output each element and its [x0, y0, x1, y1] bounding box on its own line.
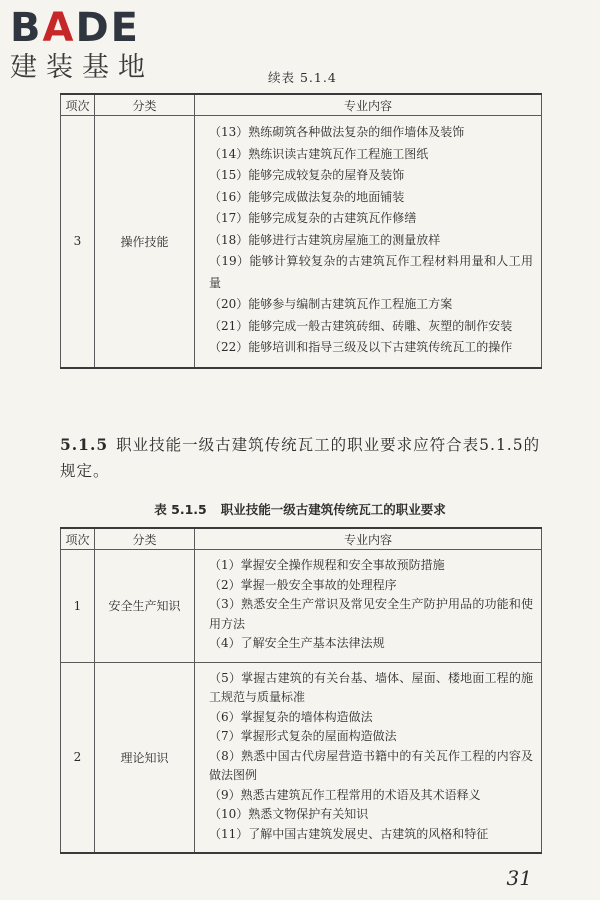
list-item: （11）了解中国古建筑发展史、古建筑的风格和特征: [209, 826, 489, 841]
table-5-1-4-continued: [60, 93, 542, 369]
header-content: 专业内容: [195, 528, 542, 550]
list-item: （19）能够计算较复杂的古建筑瓦作工程材料用量和人工用量: [209, 254, 533, 290]
list-item: （14）熟练识读古建筑瓦作工程施工图纸: [209, 146, 429, 161]
table-row: [61, 662, 542, 853]
section-number: 5.1.5: [60, 435, 109, 454]
brand-logo: [10, 6, 180, 84]
logo-wordmark: BADE: [10, 5, 140, 51]
section-text: 职业技能一级古建筑传统瓦工的职业要求应符合表5.1.5的规定。: [60, 436, 541, 480]
header-category: 分类: [95, 94, 195, 116]
list-item: （10）熟悉文物保护有关知识: [209, 807, 369, 821]
content-list: [209, 556, 533, 654]
list-item: （6）掌握复杂的墙体构造做法: [209, 709, 373, 724]
header-category: 分类: [95, 528, 195, 550]
list-item: （9）熟悉古建筑瓦作工程常用的术语及其术语释义: [209, 787, 481, 802]
row-number: 3: [61, 116, 95, 368]
list-item: （16）能够完成做法复杂的地面铺装: [209, 189, 405, 204]
row-category: 理论知识: [95, 662, 195, 853]
page-number: 31: [506, 866, 532, 890]
table-header-row: [61, 94, 542, 116]
list-item: （4）了解安全生产基本法律法规: [209, 636, 385, 650]
row-number: 2: [61, 662, 95, 853]
table-title: [0, 500, 600, 518]
list-item: （7）掌握形式复杂的屋面构造做法: [209, 729, 397, 743]
table-row: [61, 116, 542, 368]
section-paragraph: [60, 432, 550, 484]
row-content: [195, 662, 542, 853]
list-item: （21）能够完成一般古建筑砖细、砖雕、灰塑的制作安装: [209, 318, 513, 333]
row-number: 1: [61, 550, 95, 663]
content-list: [209, 669, 533, 845]
row-category: 操作技能: [95, 116, 195, 368]
row-category: 安全生产知识: [95, 550, 195, 663]
logo-subtitle: 建装基地: [10, 52, 154, 83]
list-item: （15）能够完成较复杂的屋脊及装饰: [209, 168, 405, 182]
header-item-number: 项次: [61, 528, 95, 550]
list-item: （18）能够进行古建筑房屋施工的测量放样: [209, 232, 441, 247]
list-item: （22）能够培训和指导三级及以下古建筑传统瓦工的操作: [209, 340, 513, 354]
row-content: [195, 116, 542, 368]
content-list: [209, 122, 533, 359]
header-item-number: 项次: [61, 94, 95, 116]
list-item: （2）掌握一般安全事故的处理程序: [209, 577, 397, 592]
table-row: [61, 550, 542, 663]
list-item: （3）熟悉安全生产常识及常见安全生产防护用品的功能和使用方法: [209, 597, 533, 631]
header-content: 专业内容: [195, 94, 542, 116]
list-item: （5）掌握古建筑的有关台基、墙体、屋面、楼地面工程的施工规范与质量标准: [209, 670, 533, 704]
table-title-number: 表 5.1.5: [154, 502, 207, 517]
list-item: （8）熟悉中国古代房屋营造书籍中的有关瓦作工程的内容及做法图例: [209, 748, 533, 782]
list-item: （13）熟练砌筑各种做法复杂的细作墙体及装饰: [209, 125, 465, 139]
list-item: （1）掌握安全操作规程和安全事故预防措施: [209, 558, 445, 572]
table-title-text: 职业技能一级古建筑传统瓦工的职业要求: [220, 502, 446, 517]
table-5-1-5: [60, 527, 542, 854]
table-continuation-caption: 续表 5.1.4: [268, 70, 337, 85]
table-header-row: [61, 528, 542, 550]
row-content: [195, 550, 542, 663]
list-item: （20）能够参与编制古建筑瓦作工程施工方案: [209, 297, 453, 311]
list-item: （17）能够完成复杂的古建筑瓦作修缮: [209, 211, 417, 225]
